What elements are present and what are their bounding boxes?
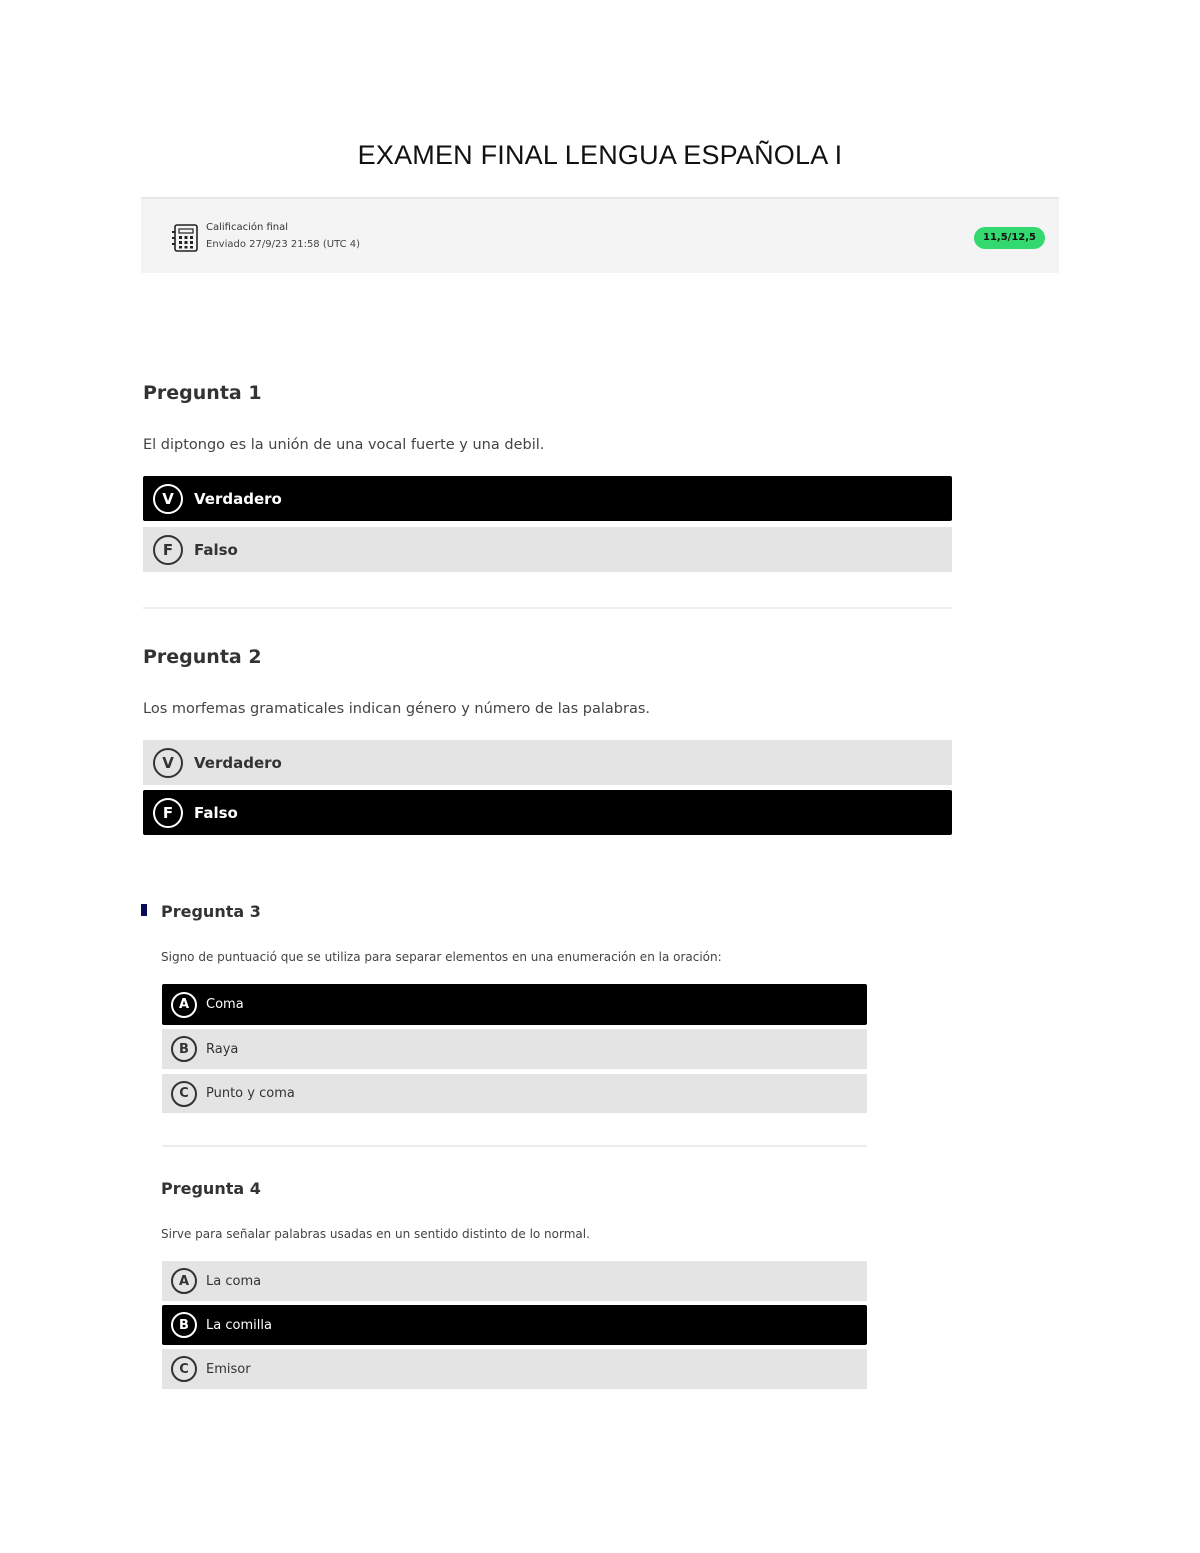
option-label: La comilla bbox=[206, 1317, 272, 1333]
question-3-option-c[interactable] bbox=[162, 1074, 867, 1113]
option-label: Verdadero bbox=[194, 489, 282, 508]
question-3-text: Signo de puntuació que se utiliza para separar elementos en una enumeración en la oración: bbox=[161, 950, 722, 964]
option-label: La coma bbox=[206, 1273, 262, 1289]
question-2-option-v[interactable] bbox=[143, 740, 952, 785]
option-letter: V bbox=[153, 748, 183, 778]
option-label: Emisor bbox=[206, 1361, 251, 1377]
option-letter: C bbox=[171, 1081, 197, 1107]
final-grade-bar bbox=[141, 197, 1059, 273]
question-1-option-v[interactable] bbox=[143, 476, 952, 521]
score-badge: 11,5/12,5 bbox=[974, 227, 1045, 249]
option-letter: B bbox=[171, 1312, 197, 1338]
option-label: Falso bbox=[194, 803, 238, 822]
option-label: Verdadero bbox=[194, 753, 282, 772]
question-4-option-b[interactable] bbox=[162, 1305, 867, 1345]
question-4-text: Sirve para señalar palabras usadas en un sentido distinto de lo normal. bbox=[161, 1227, 590, 1241]
option-letter: A bbox=[171, 1268, 197, 1294]
page-title: EXAMEN FINAL LENGUA ESPAÑOLA I bbox=[357, 140, 843, 170]
option-label: Falso bbox=[194, 540, 238, 559]
submission-date: Enviado 27/9/23 21:58 (UTC 4) bbox=[206, 239, 361, 250]
flag-marker bbox=[141, 904, 147, 916]
question-4-option-c[interactable] bbox=[162, 1349, 867, 1389]
option-label: Raya bbox=[206, 1041, 239, 1057]
option-letter: F bbox=[153, 535, 183, 565]
option-letter: A bbox=[171, 992, 197, 1018]
option-letter: C bbox=[171, 1356, 197, 1382]
question-1-option-f[interactable] bbox=[143, 527, 952, 572]
divider bbox=[162, 1145, 867, 1147]
calculator-icon bbox=[171, 222, 201, 254]
question-3-title: Pregunta 3 bbox=[161, 902, 261, 921]
question-1-title: Pregunta 1 bbox=[143, 382, 262, 404]
option-label: Punto y coma bbox=[206, 1086, 295, 1101]
option-letter: F bbox=[153, 798, 183, 828]
grade-label: Calificación final bbox=[206, 222, 289, 233]
question-4-option-a[interactable] bbox=[162, 1261, 867, 1301]
question-3-option-a[interactable] bbox=[162, 984, 867, 1025]
option-label: Coma bbox=[206, 997, 244, 1012]
question-1-text: El diptongo es la unión de una vocal fuerte y una debil. bbox=[143, 437, 545, 453]
option-letter: V bbox=[153, 484, 183, 514]
divider bbox=[143, 607, 952, 609]
question-4-title: Pregunta 4 bbox=[161, 1179, 261, 1198]
question-2-title: Pregunta 2 bbox=[143, 646, 262, 668]
option-letter: B bbox=[171, 1036, 197, 1062]
question-2-text: Los morfemas gramaticales indican género y número de las palabras. bbox=[143, 701, 650, 717]
question-2-option-f[interactable] bbox=[143, 790, 952, 835]
question-3-option-b[interactable] bbox=[162, 1029, 867, 1069]
